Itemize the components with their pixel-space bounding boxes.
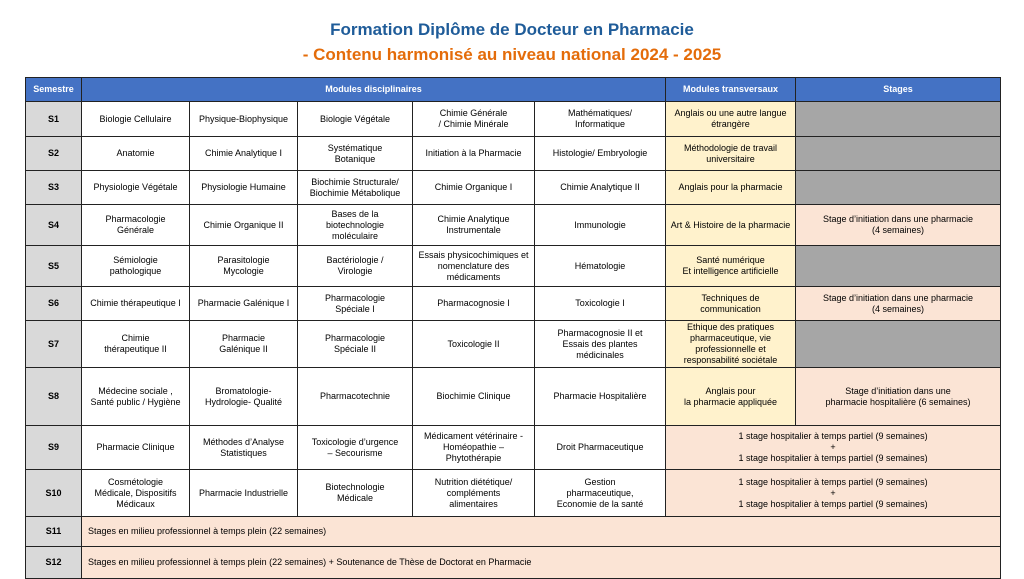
transversal-module-cell: Techniques de communication xyxy=(666,287,796,321)
module-cell: Bases de la biotechnologie moléculaire xyxy=(298,205,413,246)
module-cell: Pharmacologie Générale xyxy=(82,205,190,246)
module-cell: Parasitologie Mycologie xyxy=(190,246,298,287)
module-cell: Physique-Biophysique xyxy=(190,102,298,137)
semester-label: S12 xyxy=(26,547,82,579)
module-cell: Médecine sociale , Santé public / Hygiène xyxy=(82,368,190,426)
module-cell: Chimie Analytique II xyxy=(535,171,666,205)
module-cell: Chimie thérapeutique II xyxy=(82,321,190,368)
semester-row xyxy=(26,246,1001,287)
stage-cell: Stage d’initiation dans une pharmacie hospitalière (6 semaines) xyxy=(796,368,1001,426)
semester-label: S3 xyxy=(26,171,82,205)
module-cell: Essais physicochimiques et nomenclature des médicaments xyxy=(413,246,535,287)
module-cell: Gestion pharmaceutique, Economie de la santé xyxy=(535,470,666,517)
semester-label: S5 xyxy=(26,246,82,287)
module-cell: Sémiologie pathologique xyxy=(82,246,190,287)
semester-row xyxy=(26,321,1001,368)
semester-label: S1 xyxy=(26,102,82,137)
module-cell: Chimie Analytique I xyxy=(190,137,298,171)
module-cell: Chimie Générale / Chimie Minérale xyxy=(413,102,535,137)
semester-label: S11 xyxy=(26,517,82,547)
semester-row xyxy=(26,171,1001,205)
stage-cell: 1 stage hospitalier à temps partiel (9 semaines) + 1 stage hospitalier à temps partiel (9 semaines) xyxy=(666,470,1001,517)
semester-row xyxy=(26,102,1001,137)
transversal-module-cell: Anglais pour la pharmacie xyxy=(666,171,796,205)
stage-full-cell: Stages en milieu professionnel à temps plein (22 semaines) + Soutenance de Thèse de Doctorat en Pharmacie xyxy=(82,547,1001,579)
module-cell: Pharmacie Hospitalière xyxy=(535,368,666,426)
semester-row xyxy=(26,205,1001,246)
semester-label: S6 xyxy=(26,287,82,321)
module-cell: Pharmacotechnie xyxy=(298,368,413,426)
stage-full-cell: Stages en milieu professionnel à temps plein (22 semaines) xyxy=(82,517,1001,547)
header-modules-disciplinaires: Modules disciplinaires xyxy=(82,78,666,102)
module-cell: Biotechnologie Médicale xyxy=(298,470,413,517)
module-cell: Médicament vétérinaire - Homéopathie – Phytothérapie xyxy=(413,426,535,470)
module-cell: Pharmacologie Spéciale II xyxy=(298,321,413,368)
module-cell: Pharmacie Clinique xyxy=(82,426,190,470)
page-subtitle: - Contenu harmonisé au niveau national 2024 - 2025 xyxy=(302,45,722,64)
transversal-module-cell: Anglais ou une autre langue étrangère xyxy=(666,102,796,137)
module-cell: Droit Pharmaceutique xyxy=(535,426,666,470)
semester-row xyxy=(26,547,1001,579)
module-cell: Cosmétologie Médicale, Dispositifs Médicaux xyxy=(82,470,190,517)
stage-cell: 1 stage hospitalier à temps partiel (9 semaines) + 1 stage hospitalier à temps partiel (9 semaines) xyxy=(666,426,1001,470)
module-cell: Bactériologie / Virologie xyxy=(298,246,413,287)
module-cell: Anatomie xyxy=(82,137,190,171)
stage-cell-empty xyxy=(796,246,1001,287)
curriculum-table xyxy=(25,77,1001,579)
page-title: Formation Diplôme de Docteur en Pharmacie xyxy=(330,20,694,39)
module-cell: Histologie/ Embryologie xyxy=(535,137,666,171)
semester-row xyxy=(26,368,1001,426)
module-cell: Mathématiques/ Informatique xyxy=(535,102,666,137)
module-cell: Chimie thérapeutique I xyxy=(82,287,190,321)
module-cell: Biochimie Clinique xyxy=(413,368,535,426)
module-cell: Initiation à la Pharmacie xyxy=(413,137,535,171)
module-cell: Chimie Organique II xyxy=(190,205,298,246)
semester-row xyxy=(26,287,1001,321)
stage-cell-empty xyxy=(796,171,1001,205)
module-cell: Pharmacologie Spéciale I xyxy=(298,287,413,321)
transversal-module-cell: Méthodologie de travail universitaire xyxy=(666,137,796,171)
module-cell: Méthodes d’Analyse Statistiques xyxy=(190,426,298,470)
module-cell: Toxicologie d’urgence – Secourisme xyxy=(298,426,413,470)
header-stages: Stages xyxy=(796,78,1001,102)
module-cell: Pharmacognosie I xyxy=(413,287,535,321)
transversal-module-cell: Anglais pour la pharmacie appliquée xyxy=(666,368,796,426)
semester-label: S7 xyxy=(26,321,82,368)
semester-label: S4 xyxy=(26,205,82,246)
header-semestre: Semestre xyxy=(26,78,82,102)
module-cell: Physiologie Humaine xyxy=(190,171,298,205)
stage-cell: Stage d’initiation dans une pharmacie (4 semaines) xyxy=(796,287,1001,321)
header-modules-transversaux: Modules transversaux xyxy=(666,78,796,102)
semester-label: S9 xyxy=(26,426,82,470)
module-cell: Immunologie xyxy=(535,205,666,246)
module-cell: Toxicologie II xyxy=(413,321,535,368)
stage-cell: Stage d’initiation dans une pharmacie (4 semaines) xyxy=(796,205,1001,246)
semester-row xyxy=(26,517,1001,547)
semester-row xyxy=(26,426,1001,470)
module-cell: Physiologie Végétale xyxy=(82,171,190,205)
module-cell: Pharmacie Galénique II xyxy=(190,321,298,368)
module-cell: Hématologie xyxy=(535,246,666,287)
semester-label: S10 xyxy=(26,470,82,517)
module-cell: Pharmacognosie II et Essais des plantes médicinales xyxy=(535,321,666,368)
module-cell: Bromatologie- Hydrologie- Qualité xyxy=(190,368,298,426)
stage-cell-empty xyxy=(796,321,1001,368)
transversal-module-cell: Ethique des pratiques pharmaceutique, vie professionnelle et responsabilité sociétale xyxy=(666,321,796,368)
semester-label: S2 xyxy=(26,137,82,171)
semester-row xyxy=(26,470,1001,517)
module-cell: Toxicologie I xyxy=(535,287,666,321)
module-cell: Chimie Organique I xyxy=(413,171,535,205)
module-cell: Systématique Botanique xyxy=(298,137,413,171)
module-cell: Biologie Cellulaire xyxy=(82,102,190,137)
module-cell: Pharmacie Industrielle xyxy=(190,470,298,517)
module-cell: Biochimie Structurale/ Biochimie Métabolique xyxy=(298,171,413,205)
transversal-module-cell: Santé numérique Et intelligence artificielle xyxy=(666,246,796,287)
module-cell: Nutrition diététique/ compléments alimentaires xyxy=(413,470,535,517)
transversal-module-cell: Art & Histoire de la pharmacie xyxy=(666,205,796,246)
semester-label: S8 xyxy=(26,368,82,426)
module-cell: Chimie Analytique Instrumentale xyxy=(413,205,535,246)
stage-cell-empty xyxy=(796,102,1001,137)
module-cell: Pharmacie Galénique I xyxy=(190,287,298,321)
stage-cell-empty xyxy=(796,137,1001,171)
module-cell: Biologie Végétale xyxy=(298,102,413,137)
semester-row xyxy=(26,137,1001,171)
